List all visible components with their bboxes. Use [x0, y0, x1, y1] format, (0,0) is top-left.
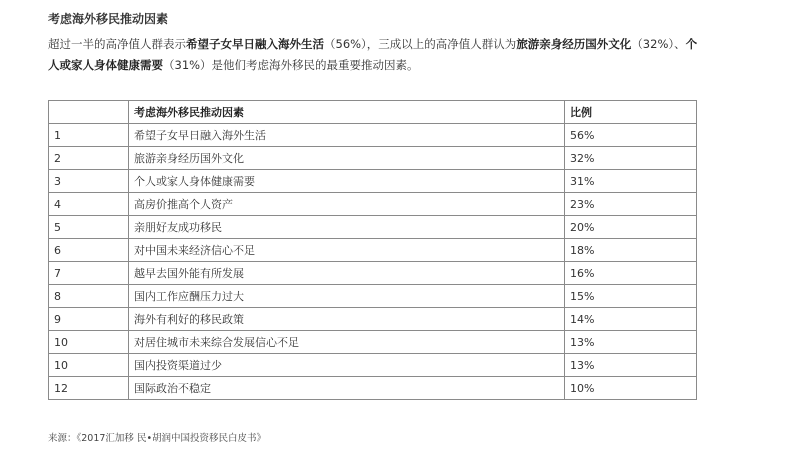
table-row — [49, 308, 697, 331]
row-ratio: 31% — [565, 170, 697, 193]
row-factor: 国内投资渠道过少 — [129, 354, 565, 377]
row-rank: 5 — [49, 216, 129, 239]
row-rank: 9 — [49, 308, 129, 331]
row-rank: 10 — [49, 354, 129, 377]
row-factor: 国际政治不稳定 — [129, 377, 565, 400]
table-row — [49, 262, 697, 285]
intro-highlight: 个人或家人身体健康需要 — [48, 37, 698, 72]
row-factor: 越早去国外能有所发展 — [129, 262, 565, 285]
row-ratio: 18% — [565, 239, 697, 262]
table-body — [49, 124, 697, 400]
row-ratio: 10% — [565, 377, 697, 400]
row-rank: 1 — [49, 124, 129, 147]
row-factor: 希望子女早日融入海外生活 — [129, 124, 565, 147]
row-factor: 国内工作应酬压力过大 — [129, 285, 565, 308]
row-rank: 6 — [49, 239, 129, 262]
row-ratio: 16% — [565, 262, 697, 285]
table-row — [49, 239, 697, 262]
table-row — [49, 216, 697, 239]
header-ratio: 比例 — [565, 101, 697, 124]
table-row — [49, 377, 697, 400]
row-ratio: 13% — [565, 354, 697, 377]
row-ratio: 14% — [565, 308, 697, 331]
row-rank: 12 — [49, 377, 129, 400]
table-row — [49, 124, 697, 147]
row-ratio: 13% — [565, 331, 697, 354]
row-factor: 对中国未来经济信心不足 — [129, 239, 565, 262]
header-factor: 考虑海外移民推动因素 — [129, 101, 565, 124]
row-ratio: 15% — [565, 285, 697, 308]
intro-text: （31%）是他们考虑海外移民的最重要推动因素。 — [163, 58, 419, 72]
table-row — [49, 170, 697, 193]
section-title: 考虑海外移民推动因素 — [48, 12, 169, 26]
header-rank — [49, 101, 129, 124]
row-rank: 2 — [49, 147, 129, 170]
row-factor: 海外有利好的移民政策 — [129, 308, 565, 331]
table-header-row — [49, 101, 697, 124]
intro-text: （32%）、 — [631, 37, 686, 51]
row-rank: 7 — [49, 262, 129, 285]
intro-text: 超过一半的高净值人群表示 — [48, 37, 186, 51]
row-factor: 高房价推高个人资产 — [129, 193, 565, 216]
row-factor: 亲朋好友成功移民 — [129, 216, 565, 239]
row-ratio: 56% — [565, 124, 697, 147]
factors-table — [48, 100, 697, 400]
table-row — [49, 285, 697, 308]
row-rank: 4 — [49, 193, 129, 216]
row-ratio: 32% — [565, 147, 697, 170]
table-row — [49, 147, 697, 170]
row-factor: 个人或家人身体健康需要 — [129, 170, 565, 193]
row-factor: 对居住城市未来综合发展信心不足 — [129, 331, 565, 354]
intro-highlight: 希望子女早日融入海外生活 — [186, 37, 324, 51]
row-factor: 旅游亲身经历国外文化 — [129, 147, 565, 170]
table-row — [49, 331, 697, 354]
intro-text: （56%），三成以上的高净值人群认为 — [324, 37, 517, 51]
table-row — [49, 354, 697, 377]
row-ratio: 20% — [565, 216, 697, 239]
row-rank: 3 — [49, 170, 129, 193]
table-row — [49, 193, 697, 216]
intro-paragraph — [48, 34, 698, 76]
row-rank: 10 — [49, 331, 129, 354]
source-note: 来源：《2017汇加移 民•胡润中国投资移民白皮书》 — [48, 433, 267, 444]
row-rank: 8 — [49, 285, 129, 308]
row-ratio: 23% — [565, 193, 697, 216]
intro-highlight: 旅游亲身经历国外文化 — [516, 37, 632, 51]
